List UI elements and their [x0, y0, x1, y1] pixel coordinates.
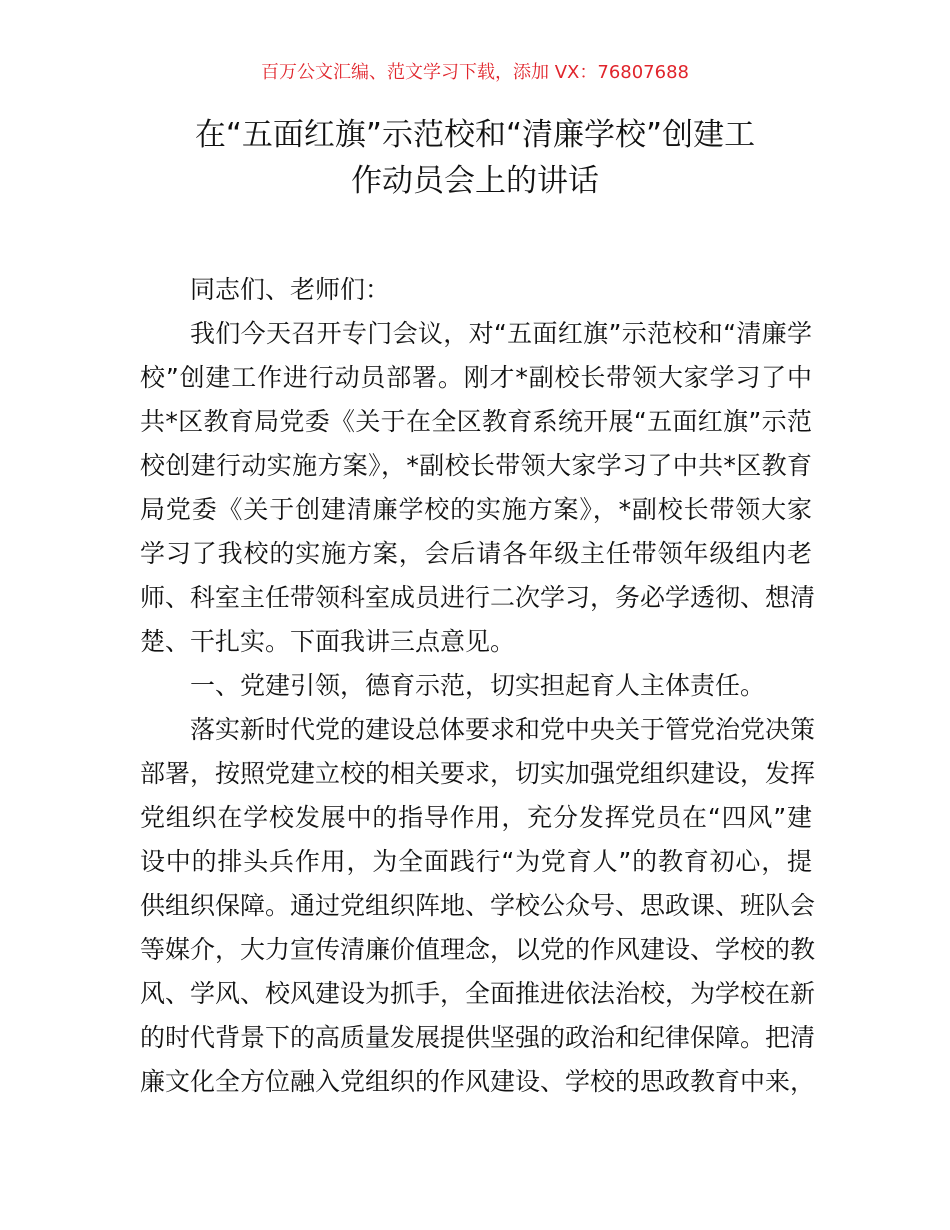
text-line: 设中的排头兵作用，为全面践行“为党育人”的教育初心，提	[140, 847, 812, 876]
text-line: 楚、干扎实。下面我讲三点意见。	[140, 627, 516, 656]
paragraph	[140, 312, 816, 664]
text-line: 师、科室主任带领科室成员进行二次学习，务必学透彻、想清	[140, 583, 816, 612]
document-body	[140, 268, 816, 1104]
text-line: 我们今天召开专门会议，对“五面红旗”示范校和“清廉学	[190, 319, 812, 348]
text-line: 廉文化全方位融入党组织的作风建设、学校的思政教育中来，	[140, 1067, 816, 1096]
text-line: 局党委《关于创建清廉学校的实施方案》，*副校长带领大家	[140, 495, 812, 524]
text-line: 的时代背景下的高质量发展提供坚强的政治和纪律保障。把清	[140, 1023, 816, 1052]
title-line: 在“五面红旗”示范校和“清廉学校”创建工	[194, 117, 756, 153]
text-line: 供组织保障。通过党组织阵地、学校公众号、思政课、班队会	[140, 891, 816, 920]
text-line: 部署，按照党建立校的相关要求，切实加强党组织建设，发挥	[140, 759, 816, 788]
text-line: 落实新时代党的建设总体要求和党中央关于管党治党决策	[190, 715, 816, 744]
text-line: 等媒介，大力宣传清廉价值理念，以党的作风建设、学校的教	[140, 935, 816, 964]
text-line: 风、学风、校风建设为抓手，全面推进依法治校，为学校在新	[140, 979, 816, 1008]
salutation: 同志们、老师们：	[190, 275, 391, 304]
title-line: 作动员会上的讲话	[351, 163, 599, 199]
section-heading	[140, 664, 812, 708]
text-line: 共*区教育局党委《关于在全区教育系统开展“五面红旗”示范	[140, 407, 812, 436]
text-line: 校创建行动实施方案》，*副校长带领大家学习了中共*区教育	[140, 451, 812, 480]
document-title	[140, 112, 810, 204]
paragraph	[140, 708, 816, 1104]
text-line: 一、党建引领，德育示范，切实担起育人主体责任。	[190, 671, 766, 700]
watermark-header: 百万公文汇编、范文学习下载，添加 VX：76807688	[261, 62, 689, 83]
text-line: 校”创建工作进行动员部署。刚才*副校长带领大家学习了中	[140, 363, 812, 392]
text-line: 党组织在学校发展中的指导作用，充分发挥党员在“四风”建	[140, 803, 812, 832]
text-line: 学习了我校的实施方案，会后请各年级主任带领年级组内老	[140, 539, 812, 568]
